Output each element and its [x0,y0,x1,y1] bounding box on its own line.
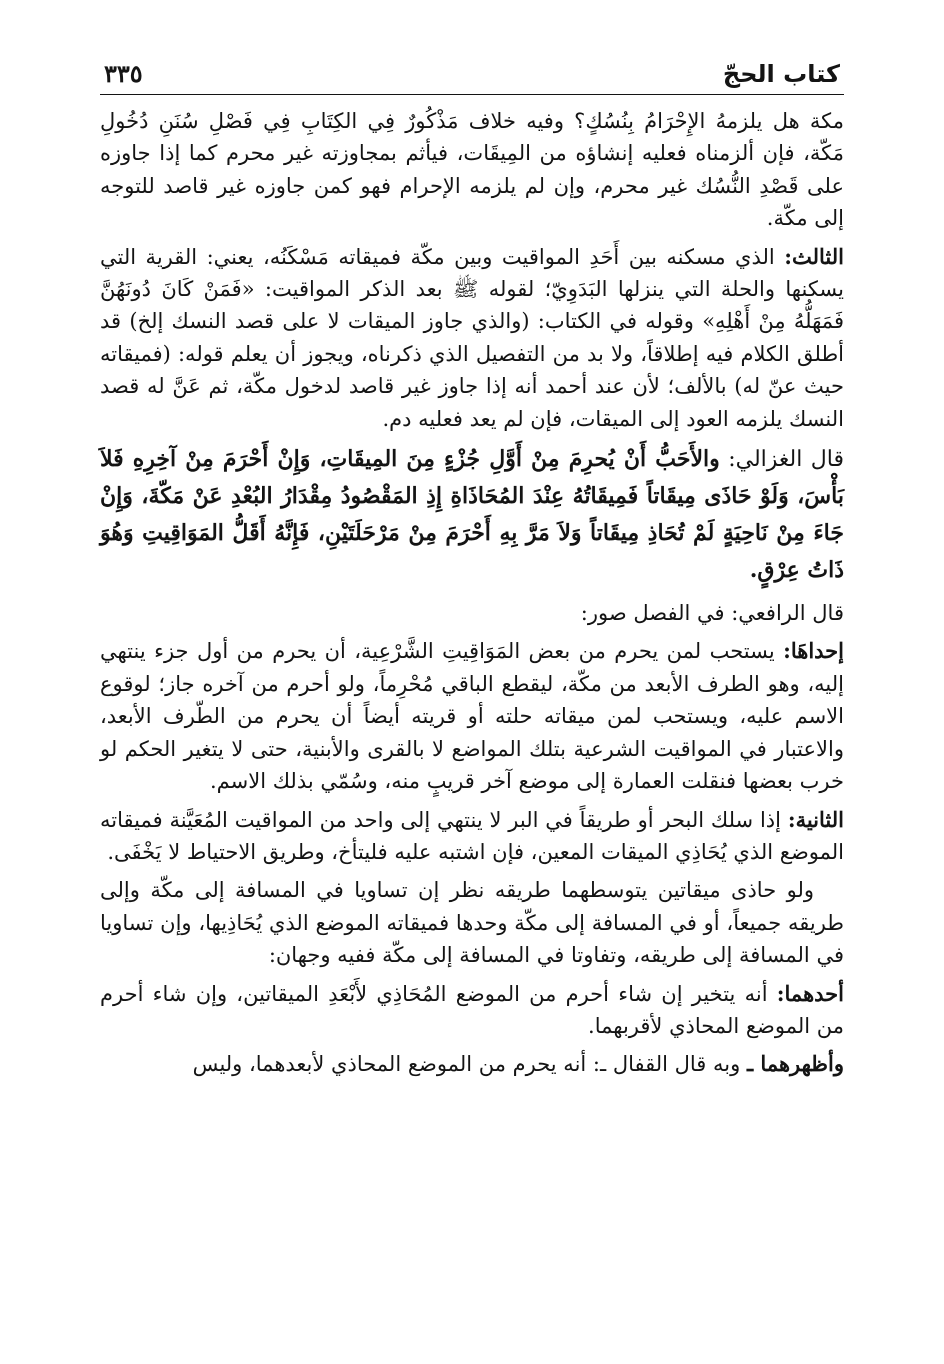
paragraph-text: يستحب لمن يحرم من بعض المَوَاقِيتِ الشَّرْعِية، أن يحرم من أول جزء ينتهي إليه، وهو الطرف الأبعد من مكّة، ليقطع الباقي مُحْرِماً، ولو أحرم من آخره جاز؛ لوقوع الاسم عليه، ويستحب لمن ميقاته حلته أو قريته أيضاً أن يحرم من الطّرف الأبعد، والاعتبار في المواقيت الشرعية بتلك المواضع لا بالقرى والأبنية، حتى لا يتغير الحكم لو خرب بعضها فنقلت العمارة إلى موضع آخر قريبٍ منه، وسُمّي بذلك الاسم. [100,639,844,794]
paragraph-lead: وأظهرهما ـ [746,1051,844,1077]
paragraph-lead: أحدهما: [776,980,844,1006]
paragraph-second-view [100,1048,844,1080]
paragraph-first-view [100,978,844,1043]
paragraph-text: والأَحَبُّ أَنْ يُحرِمَ مِنْ أَوَّلِ جُزْءٍ مِنَ المِيقَاتِ، وَإِنْ أَحْرَمَ مِنْ آخِرِهِ فَلاَ بَأْسَ، وَلَوْ حَاذَى مِيقَاتاً فَمِيقَاتُهُ عِنْدَ المُحَاذَاةِ إِذِ المَقْصُودُ مِقْدَارُ البُعْدِ عَنْ مَكّةَ، وَإِنْ جَاءَ مِنْ نَاحِيَةٍ لَمْ تُحَاذِ مِيقَاتاً وَلاَ مَرَّ بِهِ أَحْرَمَ مِنْ مَرْحَلَتَيْنِ، فَإِنَّهُ أَقَلُّ المَوَاقِيتِ وَهُوَ ذَاتُ عِرْقٍ. [100,446,844,584]
running-header [100,40,844,95]
paragraph-lead: إحداهَا: [783,638,844,664]
paragraph-text: في الفصل صور: [580,601,725,626]
paragraph-rafii [100,597,844,629]
paragraph-lead: قال الغزالي: [728,447,844,473]
paragraph-first-case [100,635,844,797]
paragraph-text: مكة هل يلزمهُ الإِحْرَامُ بِنُسُكٍ؟ وفيه خلاف مَذْكُورٌ فِي الكِتَابِ فِي فَصْلِ سُنَنِ دُخُولِ مَكّة، فإن ألزمناه فعليه إنشاؤه من المِيقَات، فيأثم بمجاوزته غير محرم كما إذا جاوزه على قَصْدِ النُّسُك غير محرم، وإن لم يلزمه الإحرام فهو كمن جاوزه غير قاصد للتوجه إلى مكّة. [100,109,844,231]
paragraph-lead: الثالث: [784,243,844,269]
paragraph-lead: قال الرافعي: [731,601,844,626]
paragraph-text: وبه قال القفال ـ: أنه يحرم من الموضع المحاذي لأبعدهما، وليس [192,1052,741,1077]
paragraph-text: ولو حاذى ميقاتين يتوسطهما طريقه نظر إن تساويا في المسافة إلى مكّة وإلى طريقه جميعاً، أو في المسافة إلى مكّة وحدها فميقاته الموضع الذي يُحَاذِيها، وإن تساويا في المسافة إلى طريقه، وتفاوتا في المسافة إلى مكّة ففيه وجهان: [100,878,844,968]
page-number: ٣٣٥ [104,59,143,88]
paragraph-text: الذي مسكنه بين أَحَدِ المواقيت وبين مكّة فميقاته مَسْكَنُه، يعني: القرية التي يسكنها والحلة التي ينزلها البَدَوِيّ؛ لقوله ﷺ بعد الذكر المواقيت: «فَمَنْ كَانَ دُونَهُنَّ فَمَهَلُّهُ مِنْ أَهْلِهِ» وقوله في الكتاب: (والذي جاوز الميقات لا على قصد النسك إلخ) قد أطلق الكلام فيه إطلاقاً، ولا بد من التفصيل الذي ذكرناه، ويجوز أن يعلم قوله: (فميقاته حيث عنّ له) بالألف؛ لأن عند أحمد أنه إذا جاوز غير قاصد لدخول مكّة، ثم عَنَّ له قصد النسك يلزمه العود إلى الميقات، فإن لم يعد فعليه دم. [100,244,844,431]
paragraph-text: أنه يتخير إن شاء أحرم من الموضع المُحَاذِي لأَبْعَدِ الميقاتين، وإن شاء أحرم من الموضع المحاذي لأقربهما. [100,981,844,1038]
paragraph-third [100,241,844,435]
paragraph-two-miqats [100,874,844,971]
paragraph-ghazali [100,441,844,589]
paragraph-lead: الثانية: [787,806,844,832]
paragraph-intro [100,105,844,235]
chapter-title: كتاب الحجّ [722,60,840,88]
paragraph-text: إذا سلك البحر أو طريقاً في البر لا ينتهي إلى واحد من المواقيت المُعَيَّنة فميقاته الموضع الذي يُحَاذِي الميقات المعين، فإن اشتبه عليه فليتأخ، وطريق الاحتياط لا يَخْفَى. [100,807,844,864]
paragraph-second-case [100,804,844,869]
page-body [100,95,844,1081]
